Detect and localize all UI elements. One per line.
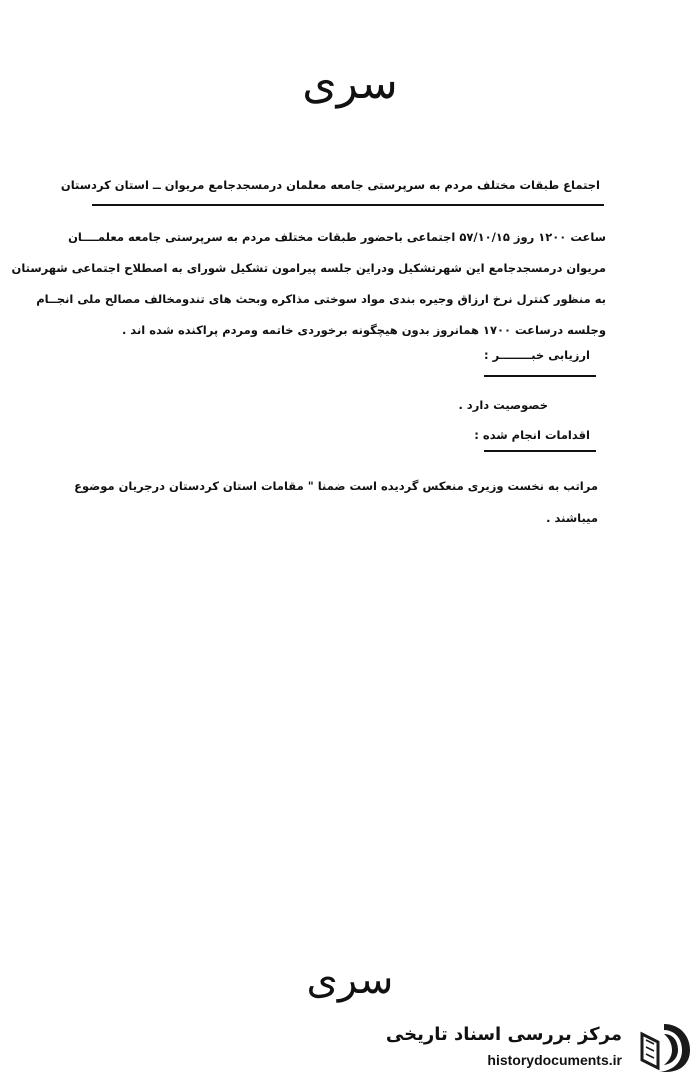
classification-bottom-text: سری bbox=[306, 957, 394, 1003]
body-line: به منظور کنترل نرخ ارزاق وجیره بندی مواد سوختی مذاکره وبحث های تندومخالف مصالح ملی انجــام bbox=[36, 292, 606, 306]
body-line: وجلسه درساعت ۱۷۰۰ همانروز بدون هیچگونه برخوردی خاتمه ومردم پراکنده شده اند . bbox=[121, 323, 606, 337]
assessment-value: خصوصیت دارد . bbox=[458, 398, 548, 412]
note-line: میباشند . bbox=[546, 511, 598, 525]
document-subject: اجتماع طبقات مختلف مردم به سرپرستی جامعه معلمان درمسجدجامع مریوان ــ استان کردستان bbox=[60, 178, 600, 192]
watermark-title: مرکز بررسی اسناد تاریخی bbox=[385, 1024, 622, 1045]
actions-note bbox=[74, 470, 598, 534]
classification-top bbox=[0, 58, 700, 109]
watermark-url: historydocuments.ir bbox=[487, 1052, 622, 1068]
assessment-label: ارزیابی خبــــــــر : bbox=[484, 348, 590, 362]
note-line: مراتب به نخست وزیری منعکس گردیده است ضمنا " مقامات استان کردستان درجریان موضوع bbox=[74, 479, 598, 493]
classification-bottom bbox=[0, 957, 700, 1003]
source-watermark bbox=[385, 1018, 700, 1078]
archive-logo-icon bbox=[634, 1020, 694, 1076]
actions-underline bbox=[484, 450, 596, 452]
report-body bbox=[11, 222, 606, 346]
body-line: ساعت ۱۲۰۰ روز ۵۷/۱۰/۱۵ اجتماعی باحضور طبقات مختلف مردم به سرپرستی جامعه معلمــــان bbox=[68, 230, 606, 244]
subject-underline bbox=[92, 204, 604, 206]
actions-label: اقدامات انجام شده : bbox=[474, 428, 590, 442]
classification-top-text: سری bbox=[302, 58, 398, 109]
body-line: مریوان درمسجدجامع این شهرتشکیل ودراین جلسه پیرامون تشکیل شورای به اصطلاح اجتماعی شهرستان bbox=[11, 261, 606, 275]
assessment-underline bbox=[484, 375, 596, 377]
